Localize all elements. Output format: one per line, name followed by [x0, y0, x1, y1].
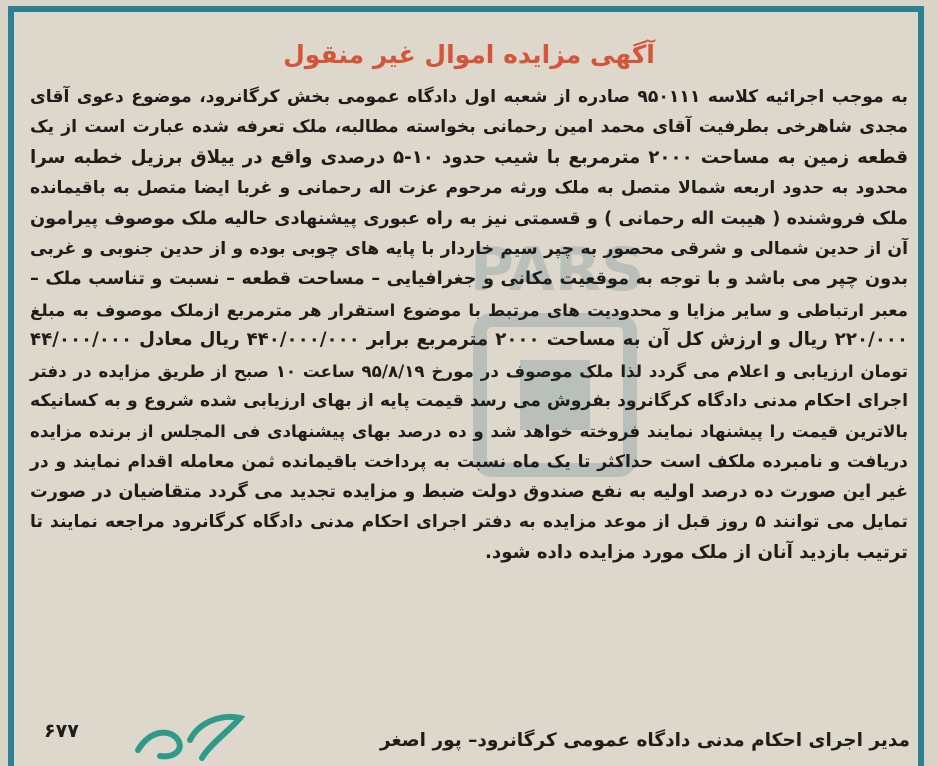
notice-body [30, 82, 908, 568]
notice-title: آگهی مزایده اموال غیر منقول [283, 40, 655, 69]
body-line: محدود به حدود اربعه شمالا متصل به ملک ورثه مرحوم عزت اله رحمانی و غربا ایضا متصل به باقیمانده [30, 178, 908, 199]
body-line: اجرای احکام مدنی دادگاه کرگانرود بفروش می رسد قیمت پایه از بهای ارزیابی شده شروع و به کسانیکه [30, 390, 908, 411]
handwritten-stamp [130, 700, 260, 761]
body-line: ترتیب بازدید آنان از ملک مورد مزایده داده شود. [484, 541, 908, 563]
ad-number: ۶۷۷ [44, 720, 79, 742]
body-line: غیر این صورت ده درصد اولیه به نفع صندوق دولت ضبط و مزایده تجدید می گردد متقاضیان در صورت [30, 482, 908, 503]
body-line: ملک فروشنده ( هیبت اله رحمانی ) و قسمتی نیز به راه عبوری پیشنهادی حالیه ملک موصوف پیرامون [30, 208, 908, 229]
body-line: مجدی شاهرخی بطرفیت آقای محمد امین رحمانی بخواسته مطالبه، ملک تعرفه شده عبارت است از یک [30, 117, 908, 138]
body-line: بالاترین قیمت را پیشنهاد نمایند فروخته خواهد شد و ده درصد بهای پیشنهادی فی المجلس از برنده مزایده [30, 421, 908, 442]
svg-text:PARS: PARS [470, 235, 645, 305]
body-line: به موجب اجرائیه کلاسه ۹۵۰۱۱۱ صادره از شعبه اول دادگاه عمومی بخش کرگانرود، موضوع دعوی آقای [30, 87, 909, 107]
body-line: آن از حدین شمالی و شرقی محصور به چپر سیم خاردار با پایه های چوبی بوده و از حدین جنوبی و غربی [30, 238, 908, 259]
body-line: دریافت و نامبرده ملکف است حداکثر تا یک ماه نسبت به پرداخت باقیمانده ثمن معامله اقدام نمایند و در [30, 451, 908, 472]
body-line: تمایل می توانند ۵ روز قبل از موعد مزایده به دفتر اجرای احکام مدنی دادگاه کرگانرود مراجعه نمایند تا [30, 512, 908, 533]
body-line: بدون چپر می باشد و با توجه به موقعیت مکانی و جغرافیایی – مساحت قطعه – نسبت و تناسب ملک – [30, 269, 908, 290]
body-line: تومان ارزیابی و اعلام می گردد لذا ملک موصوف در مورخ ۹۵/۸/۱۹ ساعت ۱۰ صبح از طریق مزایده در دفتر [30, 360, 908, 381]
body-line: معبر ارتباطی و سایر مزایا و محدودیت های مرتبط با موضوع استقرار هر مترمربع ازملک موصوف به مبلغ [30, 299, 908, 320]
signature-line: مدیر اجرای احکام مدنی دادگاه عمومی کرگانرود– پور اصغر [379, 730, 910, 751]
body-line: قطعه زمین به مساحت ۲۰۰۰ مترمربع با شیب حدود ۱۰-۵ درصدی واقع در ییلاق برزیل خطبه سرا [30, 146, 908, 168]
body-line: ۲۲۰/۰۰۰ ریال و ارزش کل آن به مساحت ۲۰۰۰ مترمربع برابر ۴۴۰/۰۰۰/۰۰۰ ریال معادل ۴۴/۰۰۰/۰۰۰ [30, 329, 909, 351]
